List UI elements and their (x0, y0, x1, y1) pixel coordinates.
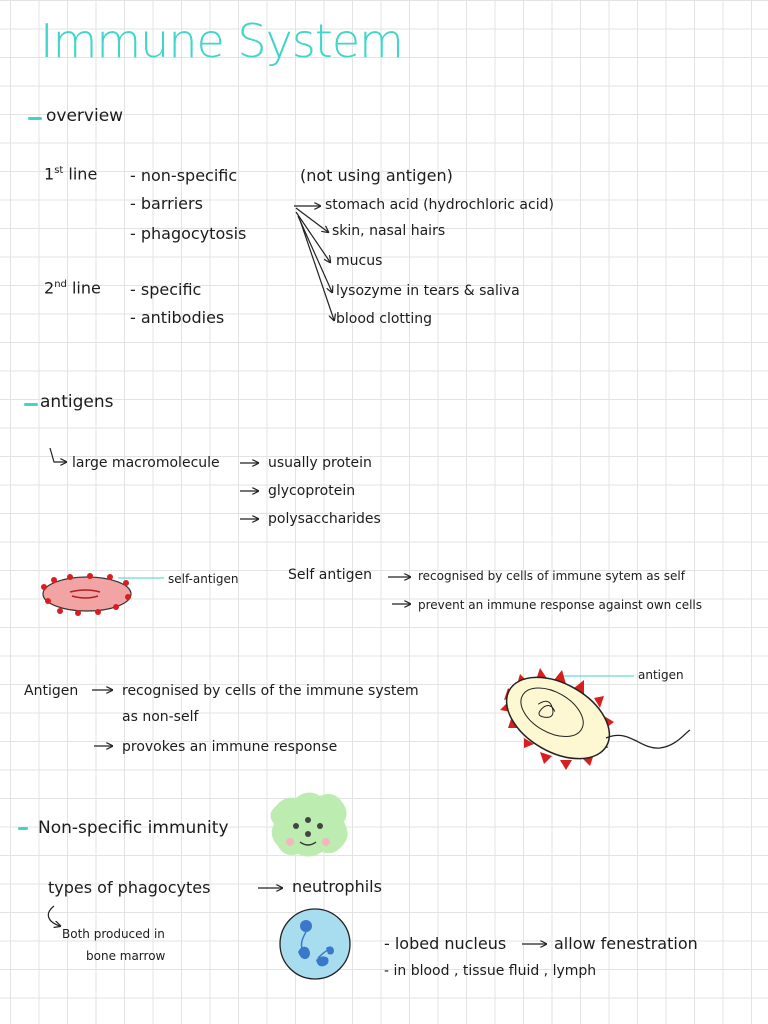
rbc-drawing (41, 573, 164, 616)
neutrophil-fact: - in blood , tissue fluid , lymph (384, 963, 597, 979)
first-item: - non-specific (130, 166, 238, 185)
antigen-text: Antigen (24, 683, 79, 699)
barrier-arrows (294, 206, 334, 320)
neutrophil-drawing (280, 909, 350, 979)
second-item: - specific (130, 280, 202, 299)
antigen-point: recognised by cells of the immune system (122, 683, 419, 699)
barrier-item: skin, nasal hairs (332, 223, 446, 239)
nonspecific-heading: Non-specific immunity (38, 818, 229, 838)
bacterium-drawing (493, 661, 690, 776)
first-line-label: 1st line (44, 164, 98, 184)
second-item: - antibodies (130, 308, 225, 327)
phagocyte-drawing (270, 792, 347, 856)
self-point: recognised by cells of immune sytem as self (418, 569, 685, 583)
marrow-note: Both produced in (62, 927, 165, 941)
self-arrows (48, 577, 546, 944)
self-point: prevent an immune response against own cells (418, 598, 703, 612)
barrier-item: blood clotting (336, 311, 433, 327)
self-antigen-text: Self antigen (288, 567, 372, 583)
page-title: Immune System (40, 14, 403, 68)
barrier-item: stomach acid (hydrochloric acid) (325, 197, 554, 213)
antigen-type: glycoprotein (268, 483, 356, 499)
first-item: - barriers (130, 194, 203, 213)
antigen-type: usually protein (268, 455, 372, 471)
self-antigen-label: self-antigen (168, 572, 239, 586)
neutrophils-text: neutrophils (292, 877, 382, 896)
barrier-item: lysozyme in tears & saliva (336, 283, 520, 299)
antigen-label: antigen (638, 668, 684, 682)
overview-note: (not using antigen) (300, 166, 453, 185)
second-line-label: 2nd line (44, 278, 101, 298)
neutrophil-fact: allow fenestration (554, 934, 698, 953)
barrier-item: mucus (336, 253, 383, 269)
antigens-heading: antigens (40, 392, 114, 412)
antigen-point: provokes an immune response (122, 739, 338, 755)
neutrophil-fact: - lobed nucleus (384, 934, 507, 953)
macromolecule-text: large macromolecule (72, 455, 220, 471)
overview-heading: overview (46, 106, 124, 126)
antigen-point: as non-self (122, 709, 199, 725)
marrow-note: bone marrow (86, 949, 166, 963)
first-item: - phagocytosis (130, 224, 247, 243)
macromolecule-arrows (50, 448, 258, 519)
phagocyte-types: types of phagocytes (48, 878, 211, 897)
antigen-type: polysaccharides (268, 511, 381, 527)
